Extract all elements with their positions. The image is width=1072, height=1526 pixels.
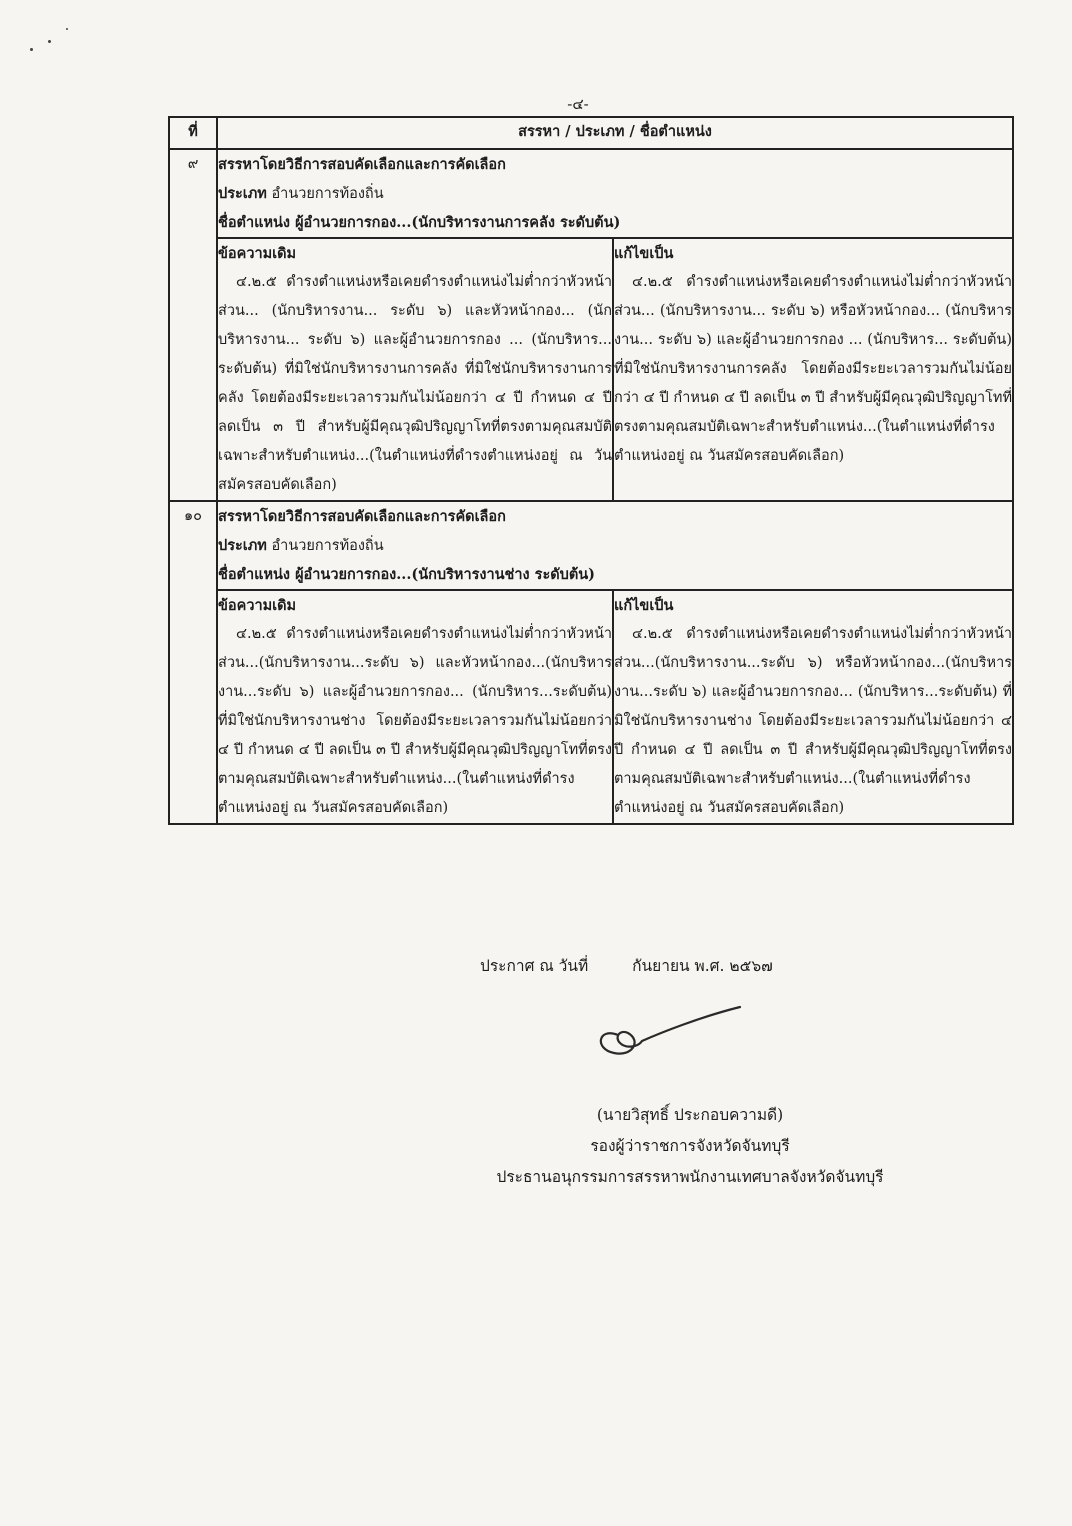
signer-title: รองผู้ว่าราชการจังหวัดจันทบุรี: [590, 1137, 790, 1155]
position-type: [218, 179, 1012, 208]
row-number: ๑๐: [169, 501, 217, 824]
new-text-title: แก้ไขเป็น: [614, 597, 674, 614]
new-text-title: แก้ไขเป็น: [614, 245, 674, 262]
announce-label: ประกาศ ณ วันที่: [480, 957, 589, 975]
announcement-date: [480, 953, 773, 978]
header-title: สรรหา / ประเภท / ชื่อตำแหน่ง: [217, 117, 1013, 149]
row-heading: [217, 501, 1013, 590]
new-text-body: ๔.๒.๕ ดำรงตำแหน่งหรือเคยดำรงตำแหน่งไม่ต่ำกว่าหัวหน้าส่วน...(นักบริหารงาน...ระดับ ๖) หรือหัวหน้ากอง...(นักบริหารงาน...ระดับ ๖) และผู้อำนวยการกอง... (นักบริหาร...ระดับต้น) ที่มิใช่นักบริหารงานช่าง โดยต้องมีระยะเวลารวมกันไม่น้อยกว่า ๔ ปี กำหนด ๔ ปี ลดเป็น ๓ ปี สำหรับผู้มีคุณวุฒิปริญญาโทที่ตรงตามคุณสมบัติเฉพาะสำหรับตำแหน่ง...(ในตำแหน่งที่ดำรงตำแหน่งอยู่ ณ วันสมัครสอบคัดเลือก): [614, 626, 1012, 816]
scan-speck: [48, 40, 51, 43]
page-number: -๔-: [567, 95, 589, 113]
scan-speck: [66, 28, 68, 30]
signer-role: ประธานอนุกรรมการสรรหาพนักงานเทศบาลจังหวัดจันทบุรี: [496, 1168, 884, 1186]
old-text-body: ๔.๒.๕ ดำรงตำแหน่งหรือเคยดำรงตำแหน่งไม่ต่ำกว่าหัวหน้าส่วน...(นักบริหารงาน...ระดับ ๖) และหัวหน้ากอง...(นักบริหารงาน...ระดับ ๖) และผู้อำนวยการกอง... (นักบริหาร...ระดับต้น) ที่มิใช่นักบริหารงานช่าง โดยต้องมีระยะเวลารวมกันไม่น้อยกว่า ๔ ปี กำหนด ๔ ปี ลดเป็น ๓ ปี สำหรับผู้มีคุณวุฒิปริญญาโทที่ตรงตามคุณสมบัติเฉพาะสำหรับตำแหน่ง...(ในตำแหน่งที่ดำรงตำแหน่งอยู่ ณ วันสมัครสอบคัดเลือก): [218, 626, 612, 816]
table-header-row: [169, 117, 1013, 149]
recruit-method: สรรหาโดยวิธีการสอบคัดเลือกและการคัดเลือก: [218, 156, 506, 173]
type-value: อำนวยการท้องถิ่น: [266, 186, 384, 202]
header-no: ที่: [169, 117, 217, 149]
old-text-body: ๔.๒.๕ ดำรงตำแหน่งหรือเคยดำรงตำแหน่งไม่ต่ำกว่าหัวหน้าส่วน... (นักบริหารงาน... ระดับ ๖) และหัวหน้ากอง... (นักบริหารงาน... ระดับ ๖) และผู้อำนวยการกอง ... (นักบริหาร... ระดับต้น) ที่มิใช่นักบริหารงานการคลัง ที่มิใช่นักบริหารงานการคลัง โดยต้องมีระยะเวลารวมกันไม่น้อยกว่า ๔ ปี กำหนด ๔ ปี ลดเป็น ๓ ปี สำหรับผู้มีคุณวุฒิปริญญาโทที่ตรงตามคุณสมบัติเฉพาะสำหรับตำแหน่ง...(ในตำแหน่งที่ดำรงตำแหน่งอยู่ ณ วันสมัครสอบคัดเลือก): [218, 274, 612, 493]
old-text-title: ข้อความเดิม: [218, 597, 297, 614]
position-type: [218, 531, 1012, 560]
position-name: [218, 208, 1012, 237]
row-number: ๙: [169, 149, 217, 501]
position-label: ชื่อตำแหน่ง: [218, 566, 291, 583]
type-value: อำนวยการท้องถิ่น: [266, 538, 384, 554]
announce-month-year: กันยายน พ.ศ. ๒๕๖๗: [632, 957, 773, 975]
signer-name: (นายวิสุทธิ์ ประกอบความดี): [596, 1106, 784, 1124]
new-text-cell: [613, 590, 1013, 824]
handwritten-signature: [590, 1005, 750, 1065]
signature-block: [470, 1100, 910, 1193]
position-value: ผู้อำนวยการกอง...(นักบริหารงานช่าง ระดับต้น): [290, 566, 596, 583]
old-text-cell: [217, 590, 613, 824]
table-row: [169, 501, 1013, 590]
position-name: [218, 560, 1012, 589]
amendment-table: [168, 116, 1014, 825]
table-row-texts: [169, 590, 1013, 824]
table-row: [169, 149, 1013, 238]
new-text-cell: [613, 238, 1013, 501]
table-row-texts: [169, 238, 1013, 501]
old-text-cell: [217, 238, 613, 501]
type-label: ประเภท: [218, 537, 267, 554]
old-text-title: ข้อความเดิม: [218, 245, 297, 262]
type-label: ประเภท: [218, 185, 267, 202]
scan-speck: [30, 48, 33, 51]
row-heading: [217, 149, 1013, 238]
position-value: ผู้อำนวยการกอง...(นักบริหารงานการคลัง ระดับต้น): [290, 214, 621, 231]
position-label: ชื่อตำแหน่ง: [218, 214, 291, 231]
new-text-body: ๔.๒.๕ ดำรงตำแหน่งหรือเคยดำรงตำแหน่งไม่ต่ำกว่าหัวหน้าส่วน... (นักบริหารงาน... ระดับ ๖) หรือหัวหน้ากอง... (นักบริหารงาน... ระดับ ๖) และผู้อำนวยการกอง ... (นักบริหาร... ระดับต้น) ที่มิใช่นักบริหารงานการคลัง โดยต้องมีระยะเวลารวมกันไม่น้อยกว่า ๔ ปี กำหนด ๔ ปี ลดเป็น ๓ ปี สำหรับผู้มีคุณวุฒิปริญญาโทที่ตรงตามคุณสมบัติเฉพาะสำหรับตำแหน่ง...(ในตำแหน่งที่ดำรงตำแหน่งอยู่ ณ วันสมัครสอบคัดเลือก): [614, 274, 1012, 464]
recruit-method: สรรหาโดยวิธีการสอบคัดเลือกและการคัดเลือก: [218, 508, 506, 525]
